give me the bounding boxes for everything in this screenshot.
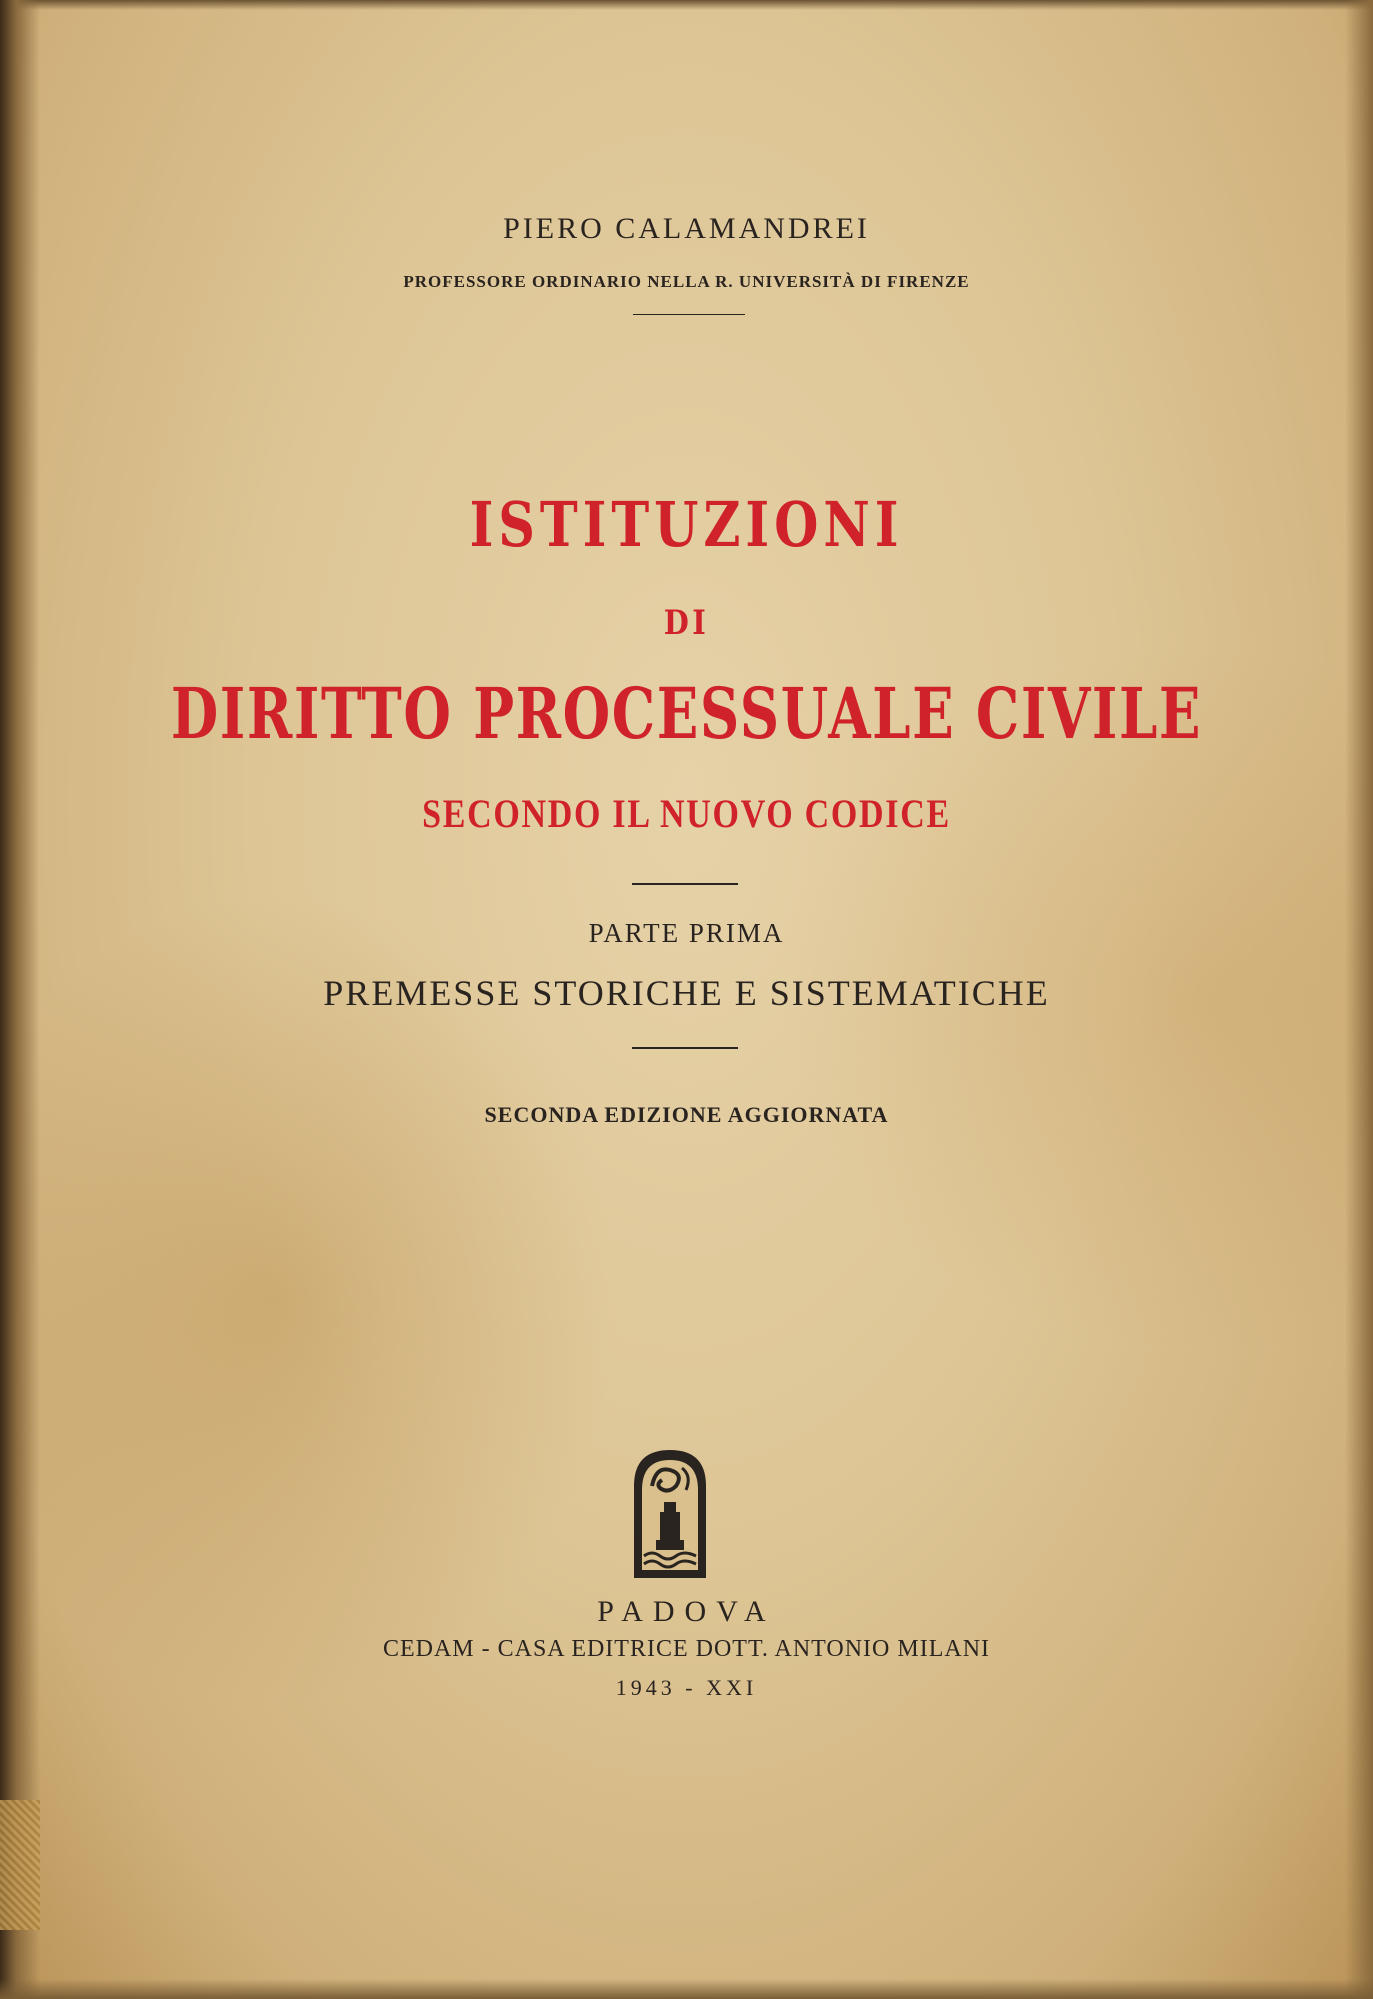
part-title: PREMESSE STORICHE E SISTEMATICHE [323, 973, 1050, 1013]
paper-edge-bottom [0, 1979, 1373, 1999]
title-connector: DI [663, 603, 710, 643]
subtitle: SECONDO IL NUOVO CODICE [422, 791, 951, 836]
author-affiliation: PROFESSORE ORDINARIO NELLA R. UNIVERSITÀ DI FIRENZE [403, 272, 970, 291]
divider-rule [632, 1047, 738, 1049]
divider-rule [633, 314, 745, 315]
title-line-1: ISTITUZIONI [469, 488, 904, 561]
author-name: PIERO CALAMANDREI [503, 212, 870, 245]
part-label: PARTE PRIMA [588, 918, 785, 948]
title-line-2: DIRITTO PROCESSUALE CIVILE [170, 672, 1203, 755]
publisher-logo-icon [626, 1446, 714, 1582]
publisher-name: CEDAM - CASA EDITRICE DOTT. ANTONIO MILANI [382, 1636, 991, 1662]
paper-edge-top [0, 0, 1373, 10]
edition-note: SECONDA EDIZIONE AGGIORNATA [484, 1102, 889, 1127]
divider-rule [632, 883, 738, 885]
publication-city: PADOVA [597, 1595, 776, 1628]
library-sticker [0, 1800, 40, 1930]
publication-year: 1943 - XXI [615, 1675, 758, 1700]
